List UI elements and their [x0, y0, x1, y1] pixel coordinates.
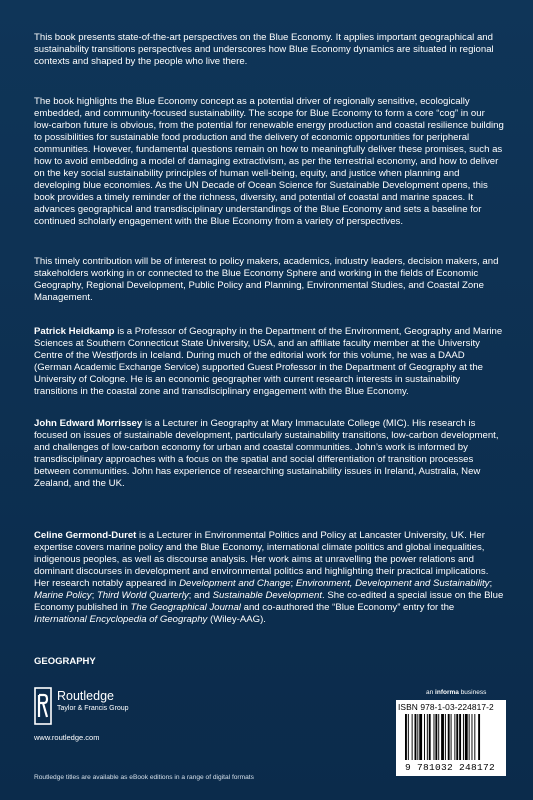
- publisher-url: www.routledge.com: [34, 733, 100, 742]
- publisher-name: Routledge: [57, 689, 114, 703]
- bio-heidkamp: Patrick Heidkamp is a Professor of Geography in the Department of the Environment, Geography and Marine Sciences at Southern Connecticut State University, USA, and an affiliate faculty member at the University Centre of the Westfjords in Iceland. During much of the editorial work for this volume, he was a DAAD (German Academic Exchange Service) supported Guest Professor in the Department of Geography at the University of Cologne. He is an economic geographer with current research interests in sustainability transitions in the coastal zone and transdisciplinary engagement with the Blue Economy.: [34, 326, 503, 397]
- isbn-label: ISBN 978-1-03-224817-2: [398, 702, 494, 712]
- intro-paragraph-2: The book highlights the Blue Economy concept as a potential driver of regionally sensitive, ecologically embedded, and community-focused sustainability. The scope for Blue Economy to form a core “cog” in our low-carbon future is obvious, from the potential for renewable energy production and coastal resilience building to possibilities for sustainable food production and the delivery of economic opportunities for peripheral communities. However, fundamental questions remain on how to meaningfully deliver these promises, such as how to avoid embedding a model of damaging extractivism, as per the terrestrial economy, and how to deliver on the key social sustainability principles of human well-being, equity, and justice when planning and developing blue economies. As the UN Decade of Ocean Science for Sustainable Development opens, this book provides a timely reminder of the richness, diversity, and potential of coastal and marine spaces. It advances geographical and transdisciplinary understandings of the Blue Economy and sets a baseline for continued scholarly engagement with the Blue Economy from a variety of perspectives.: [34, 96, 504, 227]
- author-name: Celine Germond-Duret: [34, 530, 137, 541]
- bio-germond-duret: Celine Germond-Duret is a Lecturer in Environmental Politics and Policy at Lancaster University, UK. Her expertise covers marine policy and the Blue Economy, international climate politics and global inequalities, indigenous peoples, as well as discourse analysis. Her work aims at unravelling the power relations and dominant discourses in development and environmental politics and highlighting their practical implications. Her research notably appeared in Development and Change; Environment, Development and Sustainability; Marine Policy; Third World Quarterly; and Sustainable Development. She co-edited a special issue on the Blue Economy published in The Geographical Journal and co-authored the “Blue Economy” entry for the International Encyclopedia of Geography (Wiley-AAG).: [34, 530, 504, 625]
- author-name: John Edward Morrissey: [34, 418, 143, 429]
- informa-tagline: an informa business: [426, 689, 487, 696]
- barcode-number: 9 781032 248172: [404, 762, 495, 773]
- intro-paragraph-3: This timely contribution will be of interest to policy makers, academics, industry leaders, decision makers, and stakeholders working in or connected to the Blue Economy Sphere and working in the fields of Economic Geography, Regional Development, Public Policy and Planning, Environmental Studies, and Coastal Zone Management.: [34, 256, 499, 303]
- barcode-box: [396, 700, 506, 776]
- subject-category: GEOGRAPHY: [34, 656, 96, 667]
- author-name: Patrick Heidkamp: [34, 326, 115, 337]
- publisher-group: Taylor & Francis Group: [57, 705, 129, 712]
- ebook-footnote: Routledge titles are available as eBook editions in a range of digital formats: [34, 774, 254, 781]
- publisher-block: [34, 687, 174, 747]
- barcode-icon: [405, 714, 503, 760]
- routledge-logo-icon: [34, 687, 52, 725]
- intro-paragraph-1: This book presents state-of-the-art perspectives on the Blue Economy. It applies important geographical and sustainability transitions perspectives and underscores how Blue Economy dynamics are situated in regional contexts and shaped by the people who live there.: [34, 32, 494, 67]
- bio-morrissey: John Edward Morrissey is a Lecturer in Geography at Mary Immaculate College (MIC). His research is focused on issues of sustainable development, particularly sustainability transitions, low-carbon development, and challenges of low-carbon economy for urban and coastal communities. John’s work is informed by transdisciplinary approaches with a focus on the spatial and social differentiation of transition processes between communities. John has experience of researching sustainability issues in Ireland, Australia, New Zealand, and the UK.: [34, 418, 499, 489]
